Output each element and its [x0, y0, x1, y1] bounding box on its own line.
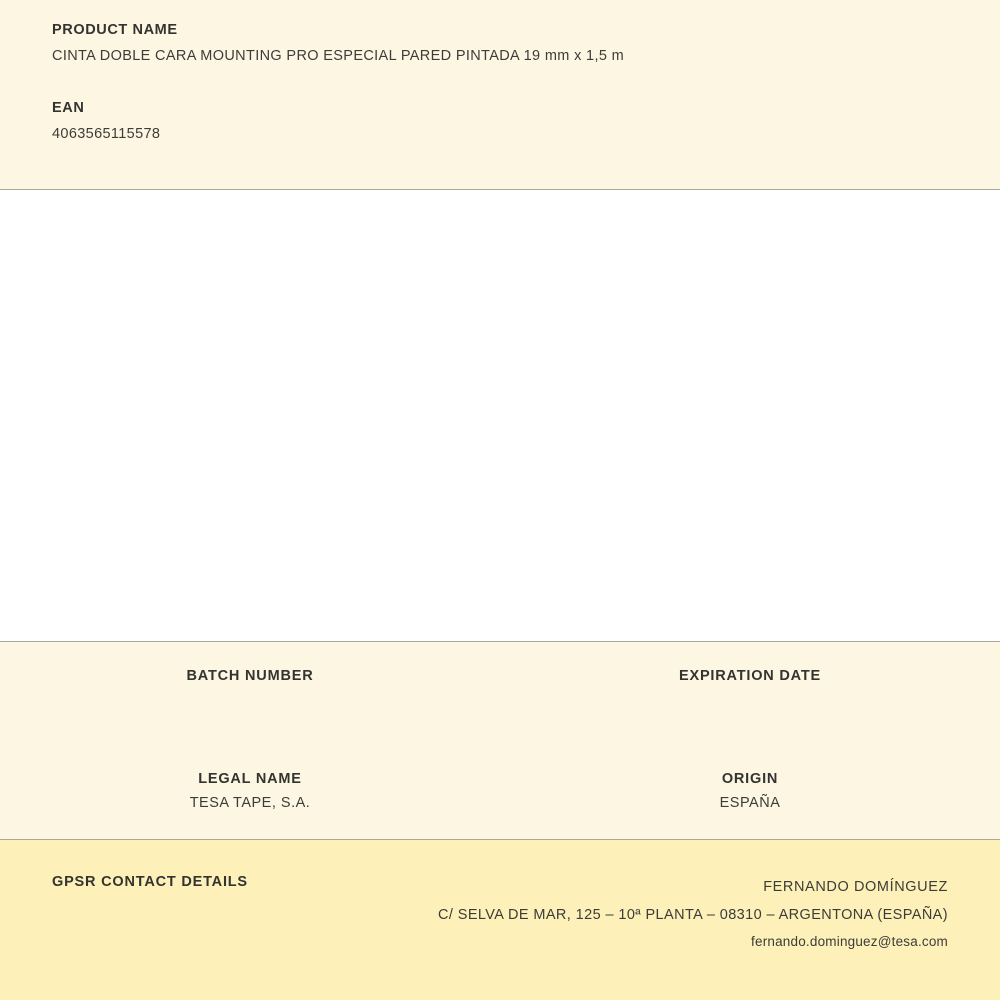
product-name-label: PRODUCT NAME — [52, 22, 178, 38]
gpsr-contact-block — [438, 874, 948, 955]
ean-block — [52, 100, 948, 142]
batch-number-value — [0, 692, 500, 709]
legal-name-value: TESA TAPE, S.A. — [189, 795, 311, 811]
product-name-value: CINTA DOBLE CARA MOUNTING PRO ESPECIAL PARED PINTADA 19 mm x 1,5 m — [52, 48, 625, 64]
gpsr-contact-section — [0, 840, 1000, 1000]
gpsr-contact-label: GPSR CONTACT DETAILS — [52, 874, 248, 890]
spacer — [52, 64, 948, 100]
product-info-section — [0, 0, 1000, 190]
legal-name-label: LEGAL NAME — [198, 771, 302, 787]
batch-number-cell — [0, 668, 500, 709]
gpsr-contact-name: FERNANDO DOMÍNGUEZ — [763, 879, 948, 895]
batch-row-bottom — [0, 771, 1000, 812]
origin-value: ESPAÑA — [719, 795, 781, 811]
gpsr-contact-email[interactable]: fernando.dominguez@tesa.com — [751, 934, 948, 950]
blank-content-area — [0, 190, 1000, 642]
expiration-date-label: EXPIRATION DATE — [679, 668, 821, 684]
expiration-date-value — [500, 692, 1000, 709]
batch-row-top — [0, 668, 1000, 709]
origin-label: ORIGIN — [721, 771, 779, 787]
expiration-date-cell — [500, 668, 1000, 709]
ean-value: 4063565115578 — [52, 126, 161, 142]
origin-cell — [500, 771, 1000, 812]
ean-label: EAN — [52, 100, 85, 116]
batch-number-label: BATCH NUMBER — [186, 668, 314, 684]
gpsr-contact-address: C/ SELVA DE MAR, 125 – 10ª PLANTA – 08310 – ARGENTONA (ESPAÑA) — [438, 906, 948, 923]
batch-details-section — [0, 642, 1000, 840]
legal-name-cell — [0, 771, 500, 812]
product-name-block — [52, 22, 948, 64]
